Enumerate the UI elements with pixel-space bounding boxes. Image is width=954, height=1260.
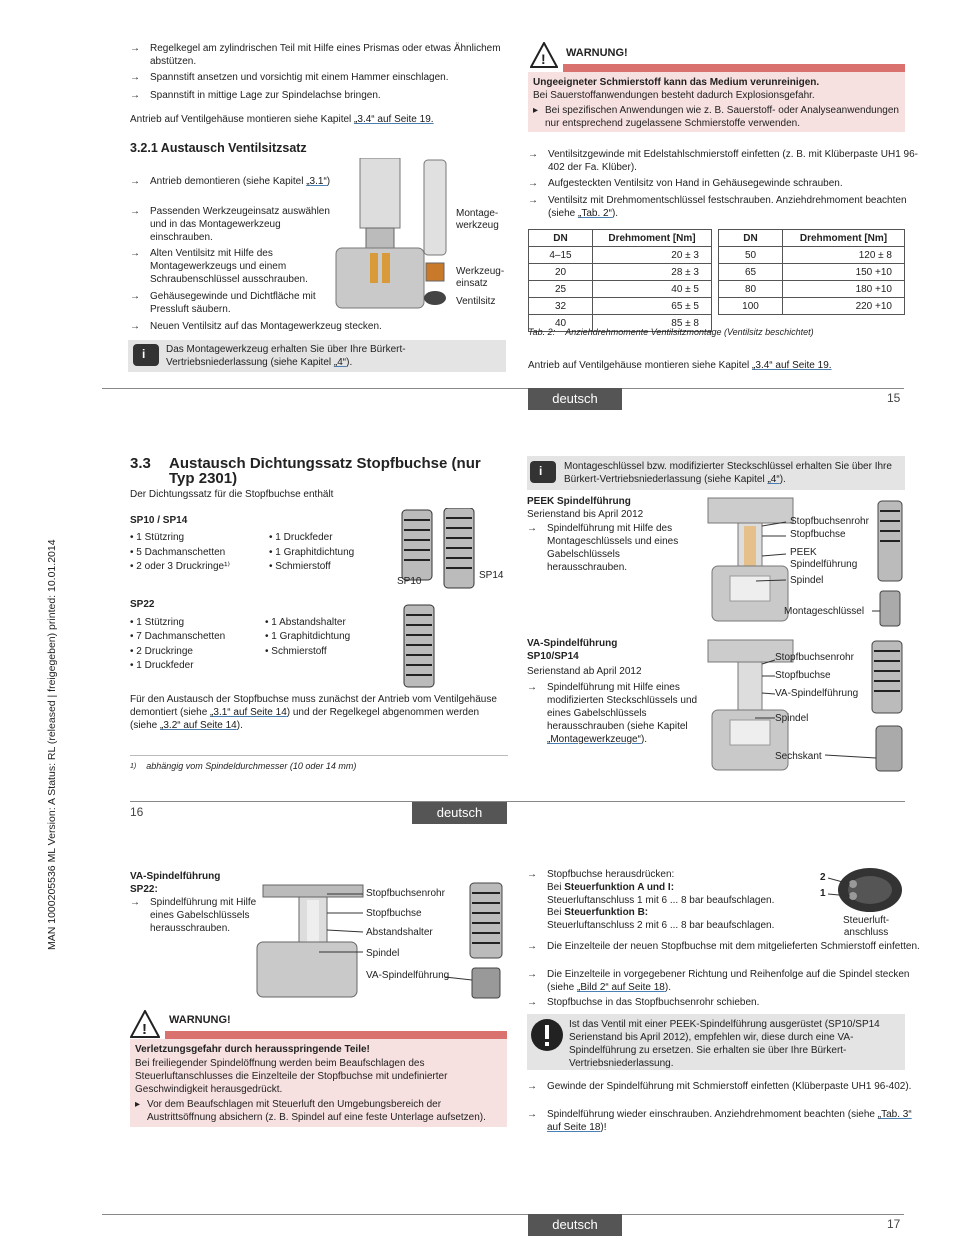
figure-label: Sechskant bbox=[775, 751, 822, 762]
step-item: → Aufgesteckten Ventilsitz von Hand in Gehäusegewinde schrauben. bbox=[528, 178, 843, 189]
list-item: • Schmierstoff bbox=[265, 646, 327, 657]
figure-label: PEEK Spindelführung bbox=[790, 547, 858, 570]
figure-label: Stopfbuchsenrohr bbox=[790, 516, 869, 527]
warning-bar bbox=[563, 64, 905, 72]
document-status-sidebar: MAN 1000205536 ML Version: A Status: RL (released | freigegeben) printed: 10.01.2014 bbox=[46, 539, 58, 950]
valve-seat-diagram bbox=[330, 158, 460, 318]
bullet-triangle-icon: ▸ bbox=[533, 105, 539, 116]
table-link[interactable]: „Tab. 3“ auf Seite 18 bbox=[547, 1109, 912, 1133]
section-number: 3.3 bbox=[130, 455, 151, 472]
step-item: → Spannstift ansetzen und vorsichtig mit einem Hammer einschlagen. bbox=[130, 72, 449, 83]
figure-label: Werkzeug- einsatz bbox=[456, 266, 505, 289]
chapter-link[interactable]: „4“ bbox=[333, 357, 347, 368]
arrow-icon: → bbox=[130, 897, 140, 908]
footnote-divider bbox=[130, 755, 508, 756]
chapter-link[interactable]: „3.1“ bbox=[306, 176, 327, 187]
page-divider bbox=[130, 801, 905, 802]
warning-title: WARNUNG! bbox=[566, 47, 628, 59]
figure-label: SP10 bbox=[397, 576, 422, 587]
page-number: 17 bbox=[887, 1217, 901, 1231]
arrow-icon: → bbox=[130, 90, 140, 101]
info-note-text: Montageschlüssel bzw. modifizierter Steckschlüssel erhalten Sie über Ihre Bürkert-Vertriebsniederlassung (siehe Kapitel „4“). bbox=[564, 461, 892, 485]
chapter-link[interactable]: „3.1“ auf Seite 14 bbox=[210, 707, 287, 718]
section-heading: 3.2.1 Austausch Ventilsitzsatz bbox=[130, 141, 307, 155]
arrow-icon: → bbox=[527, 969, 537, 980]
figure-label: VA-Spindelführung bbox=[775, 688, 859, 699]
instruction-line: Steuerluftanschluss 2 mit 6 ... 8 bar beaufschlagen. bbox=[547, 920, 775, 931]
arrow-icon: → bbox=[527, 682, 537, 693]
page-number: 15 bbox=[887, 391, 901, 405]
step-item: → Gewinde der Spindelführung mit Schmierstoff einfetten (Klüberpaste UH1 96-402). bbox=[527, 1081, 912, 1092]
step-item: → Spindelführung wieder einschrauben. Anziehdrehmoment beachten (siehe „Tab. 3“ auf Seite 18)! bbox=[527, 1109, 912, 1133]
arrow-icon: → bbox=[527, 941, 537, 952]
step-item: → Gehäusegewinde und Dichtfläche mit Pressluft säubern. bbox=[130, 291, 316, 315]
step-item: → Spindelführung mit Hilfe des Montageschlüssels und eines Gabelschlüssels herausschrauben. bbox=[527, 523, 679, 573]
warning-heading: Ungeeigneter Schmierstoff kann das Medium verunreinigen. bbox=[533, 77, 820, 88]
page-number: 16 bbox=[130, 805, 144, 819]
table-link[interactable]: „Tab. 2“ bbox=[578, 208, 612, 219]
step-item: → Stopfbuchse herausdrücken: bbox=[527, 869, 675, 880]
table-row: 100 220 +10 bbox=[719, 298, 905, 315]
list-item: • 1 Graphitdichtung bbox=[265, 631, 351, 642]
list-item: • 7 Dachmanschetten bbox=[130, 631, 226, 642]
figure-label: Montageschlüssel bbox=[784, 606, 865, 617]
list-item: • 1 Druckfeder bbox=[269, 532, 333, 543]
page-divider bbox=[102, 1214, 904, 1215]
list-item: • 1 Stützring bbox=[130, 532, 185, 543]
torque-table-left: DN Drehmoment [Nm] 4–15 20 ± 3 20 28 ± 3 25 40 ± 5 32 65 ± 5 40 85 ± 8 bbox=[528, 229, 712, 332]
subheading-note: Serienstand ab April 2012 bbox=[527, 666, 642, 677]
table-row: 4–15 20 ± 3 bbox=[529, 247, 712, 264]
figure-label: SP14 bbox=[479, 570, 504, 581]
arrow-icon: → bbox=[528, 178, 538, 189]
list-item: • 1 Druckfeder bbox=[130, 660, 194, 671]
list-item: • 5 Dachmanschetten bbox=[130, 547, 226, 558]
chapter-link[interactable]: „Montagewerkzeuge“ bbox=[547, 734, 641, 745]
control-air-connection-image bbox=[828, 866, 908, 916]
figure-label: Stopfbuchsenrohr bbox=[775, 652, 854, 663]
step-item: → Spindelführung mit Hilfe eines Gabelschlüssels herausschrauben. bbox=[130, 897, 257, 934]
chapter-link[interactable]: „3.4“ auf Seite 19. bbox=[752, 360, 832, 371]
warning-bullet: ▸ Vor dem Beaufschlagen mit Steuerluft den Umgebungsbereich der Austrittsöffnung absichern (z. B. Spindel auf eine feste Unterlage aufsetzen). bbox=[135, 1099, 486, 1123]
subheading: VA-Spindelführung SP22: bbox=[130, 871, 221, 895]
step-item: → Die Einzelteile der neuen Stopfbuchse mit dem mitgelieferten Schmierstoff einfetten. bbox=[527, 941, 920, 952]
section-heading: Austausch Dichtungssatz Stopfbuchse (nur Typ 2301) bbox=[169, 455, 481, 487]
list-item: • 2 Druckringe bbox=[130, 646, 193, 657]
warning-triangle-icon bbox=[130, 1010, 160, 1038]
figure-label: Stopfbuchse bbox=[366, 908, 422, 919]
step-item: → Neuen Ventilsitz auf das Montagewerkzeug stecken. bbox=[130, 321, 382, 332]
instruction-line: Bei Steuerfunktion A und I: bbox=[547, 882, 675, 893]
arrow-icon: → bbox=[130, 72, 140, 83]
arrow-icon: → bbox=[527, 997, 537, 1008]
figure-link[interactable]: „Bild 2“ auf Seite 18 bbox=[577, 982, 665, 993]
svg-text:!: ! bbox=[142, 1021, 147, 1038]
arrow-icon: → bbox=[527, 1109, 537, 1120]
table-row: 32 65 ± 5 bbox=[529, 298, 712, 315]
warning-triangle-icon bbox=[530, 42, 558, 68]
language-tab: deutsch bbox=[528, 388, 622, 410]
warning-heading: Verletzungsgefahr durch herausspringende Teile! bbox=[135, 1044, 370, 1055]
instruction-line: Bei Steuerfunktion B: bbox=[547, 907, 649, 918]
figure-label: Stopfbuchse bbox=[775, 670, 831, 681]
table-row: 80 180 +10 bbox=[719, 281, 905, 298]
list-item: • Schmierstoff bbox=[269, 561, 331, 572]
subheading-note: Serienstand bis April 2012 bbox=[527, 509, 644, 520]
svg-text:!: ! bbox=[541, 51, 546, 67]
subheading: VA-Spindelführung SP10/SP14 bbox=[527, 638, 618, 662]
step-item: → Spindelführung mit Hilfe eines modifizierten Steckschlüssels und eines Gabelschlüssels herausschrauben (siehe Kapitel „Montagewerkzeuge“). bbox=[527, 682, 698, 745]
footnote: $^{1)}$ abhängig vom Spindeldurchmesser (10 oder 14 mm) bbox=[130, 761, 357, 771]
figure-label: Montage- werkzeug bbox=[456, 208, 499, 231]
connection-number: 2 bbox=[820, 872, 826, 883]
warning-text: Bei freiliegender Spindelöffnung werden beim Beaufschlagen des Steuerluftanschlusses die Einzelteile der Stopfbuchse mit undefinierter Geschwindigkeit herausgedrückt. bbox=[135, 1058, 448, 1095]
warning-bar bbox=[165, 1031, 507, 1039]
arrow-icon: → bbox=[528, 195, 538, 206]
step-item: → Passenden Werkzeugeinsatz auswählen und in das Montagewerkzeug einschrauben. bbox=[130, 206, 330, 243]
figure-label: VA-Spindelführung bbox=[366, 970, 450, 981]
instruction-line: Steuerluftanschluss 1 mit 6 ... 8 bar beaufschlagen. bbox=[547, 895, 775, 906]
chapter-link[interactable]: „3.2“ auf Seite 14 bbox=[160, 720, 237, 731]
table-row: 65 150 +10 bbox=[719, 264, 905, 281]
language-tab: deutsch bbox=[528, 1214, 622, 1236]
intro-text: Der Dichtungssatz für die Stopfbuchse enthält bbox=[130, 489, 334, 500]
step-item: → Spannstift in mittige Lage zur Spindelachse bringen. bbox=[130, 90, 381, 101]
step-item: → Antrieb demontieren (siehe Kapitel „3.1“) bbox=[130, 176, 331, 187]
warning-title: WARNUNG! bbox=[169, 1014, 231, 1026]
list-item: • 1 Abstandshalter bbox=[265, 617, 346, 628]
list-item: • 2 oder 3 Druckringe¹⁾ bbox=[130, 561, 230, 572]
step-item: → Ventilsitz mit Drehmomentschlüssel festschrauben. Anziehdrehmoment beachten (siehe „Tab. 2“). bbox=[528, 195, 907, 219]
arrow-icon: → bbox=[130, 321, 140, 332]
arrow-icon: → bbox=[527, 523, 537, 534]
warning-bullet: ▸ Bei spezifischen Anwendungen wie z. B. Sauerstoff- oder Analyseanwendungen nur entsprechend zugelassene Schmierstoffe verwenden. bbox=[533, 105, 899, 129]
figure-label: Stopfbuchse bbox=[790, 529, 846, 540]
table-row: 50 120 ± 8 bbox=[719, 247, 905, 264]
figure-label: Ventilsitz bbox=[456, 296, 496, 307]
figure-label: Abstandshalter bbox=[366, 927, 433, 938]
page-divider bbox=[102, 388, 904, 389]
list-item: • 1 Graphitdichtung bbox=[269, 547, 355, 558]
arrow-icon: → bbox=[130, 291, 140, 302]
paragraph: Für den Austausch der Stopfbuchse muss zunächst der Antrieb vom Ventilgehäuse demontiert (siehe „3.1“ auf Seite 14) und der Regelkegel abgenommen werden (siehe „3.2“ auf Seite 14). bbox=[130, 694, 497, 731]
list-item: • 1 Stützring bbox=[130, 617, 185, 628]
arrow-icon: → bbox=[528, 149, 538, 160]
table-row: 40 85 ± 8 bbox=[529, 315, 712, 332]
chapter-link[interactable]: „3.4“ auf Seite 19. bbox=[354, 114, 434, 125]
mount-reference: Antrieb auf Ventilgehäuse montieren siehe Kapitel „3.4“ auf Seite 19. bbox=[130, 114, 434, 125]
exclamation-icon bbox=[530, 1018, 564, 1052]
subheading: SP10 / SP14 bbox=[130, 515, 188, 526]
connection-number: 1 bbox=[820, 888, 826, 899]
mount-reference: Antrieb auf Ventilgehäuse montieren siehe Kapitel „3.4“ auf Seite 19. bbox=[528, 360, 832, 371]
table-row: 25 40 ± 5 bbox=[529, 281, 712, 298]
arrow-icon: → bbox=[130, 206, 140, 217]
arrow-icon: → bbox=[130, 176, 140, 187]
step-item: → Alten Ventilsitz mit Hilfe des Montagewerkzeugs und einem Schraubenschlüssel ausschrauben. bbox=[130, 248, 308, 285]
step-item: → Regelkegel am zylindrischen Teil mit Hilfe eines Prismas oder etwas Ähnlichem abstützen. bbox=[130, 43, 501, 67]
step-item: → Stopfbuchse in das Stopfbuchsenrohr schieben. bbox=[527, 997, 760, 1008]
chapter-link[interactable]: „4“ bbox=[767, 474, 780, 485]
manual-info-icon: i bbox=[133, 344, 159, 366]
step-item: → Ventilsitzgewinde mit Edelstahlschmierstoff einfetten (z. B. mit Klüberpaste UH1 96-402 der Fa. Klüber). bbox=[528, 149, 918, 173]
figure-label: Steuerluft- anschluss bbox=[843, 915, 890, 938]
language-tab: deutsch bbox=[412, 802, 507, 824]
info-note-text: Das Montagewerkzeug erhalten Sie über Ihre Bürkert-Vertriebsniederlassung (siehe Kapitel „4“). bbox=[166, 344, 406, 368]
torque-table-right: DN Drehmoment [Nm] 50 120 ± 8 65 150 +10 80 180 +10 100 220 +10 bbox=[718, 229, 905, 315]
figure-label: Spindel bbox=[775, 713, 809, 724]
figure-label: Spindel bbox=[366, 948, 400, 959]
table-caption: Tab. 2: Anziehdrehmomente Ventilsitzmontage (Ventilsitz beschichtet) bbox=[528, 327, 814, 337]
step-item: → Die Einzelteile in vorgegebener Richtung und Reihenfolge auf die Spindel stecken (siehe „Bild 2“ auf Seite 18). bbox=[527, 969, 910, 993]
important-note-text: Ist das Ventil mit einer PEEK-Spindelführung ausgerüstet (SP10/SP14 Serienstand bis April 2012), empfehlen wir, diese durch eine VA-Spindelführung zu ersetzen. Sie erhalten sie über Ihre Bürkert-Vertriebsniederlassung. bbox=[569, 1019, 880, 1069]
subheading: SP22 bbox=[130, 599, 155, 610]
figure-label: Spindel bbox=[790, 575, 824, 586]
arrow-icon: → bbox=[527, 1081, 537, 1092]
arrow-icon: → bbox=[130, 248, 140, 259]
subheading: PEEK Spindelführung bbox=[527, 496, 631, 507]
arrow-icon: → bbox=[527, 869, 537, 880]
table-row: 20 28 ± 3 bbox=[529, 264, 712, 281]
figure-label: Stopfbuchsenrohr bbox=[366, 888, 445, 899]
bullet-triangle-icon: ▸ bbox=[135, 1099, 141, 1110]
packing-set-sp22-image bbox=[400, 603, 440, 689]
warning-text: Bei Sauerstoffanwendungen besteht dadurch Explosionsgefahr. bbox=[533, 90, 815, 101]
arrow-icon: → bbox=[130, 43, 140, 54]
manual-info-icon: i bbox=[530, 461, 556, 483]
